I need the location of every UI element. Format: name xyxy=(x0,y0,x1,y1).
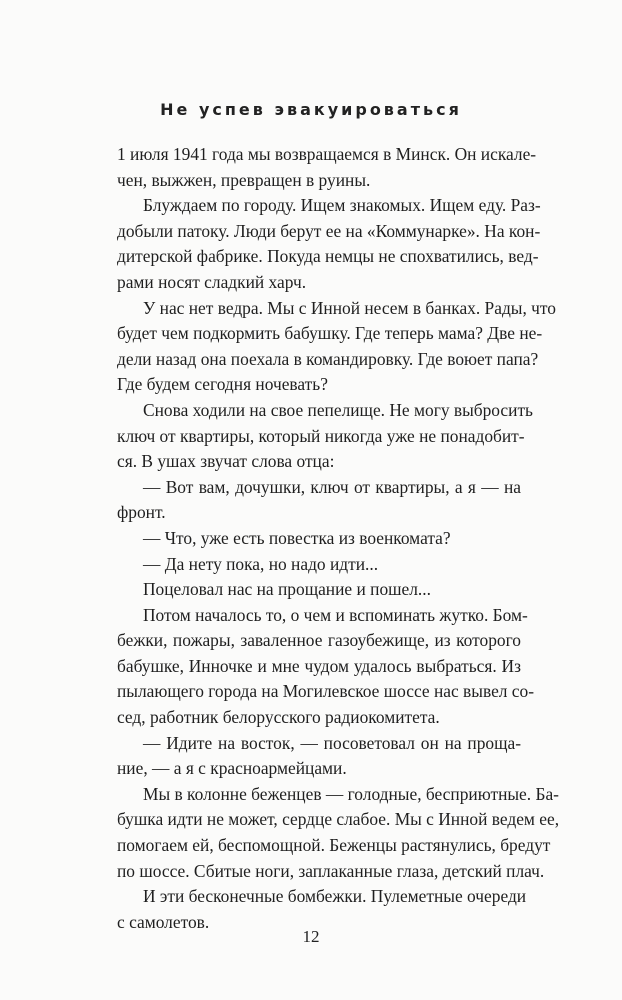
text-line: — Что, уже есть повестка из военкомата? xyxy=(143,527,451,548)
text-line: по шоссе. Сбитые ноги, заплаканные глаза, детский плач. xyxy=(117,860,545,881)
text-line: ключ от квартиры, который никогда уже не понадобит- xyxy=(117,425,525,446)
text-line: И эти бесконечные бомбежки. Пулеметные очереди xyxy=(143,886,527,907)
text-line: — Идите на восток, — посоветовал он на проща- xyxy=(143,732,521,753)
text-line: — Да нету пока, но надо идти... xyxy=(143,553,379,574)
text-line: Поцеловал нас на прощание и пошел... xyxy=(143,579,431,600)
text-line: бушка идти не может, сердце слабое. Мы с Инной ведем ее, xyxy=(117,809,560,830)
page-number: 12 xyxy=(302,927,320,946)
text-line: Снова ходили на свое пепелище. Не могу выбросить xyxy=(143,399,533,420)
text-line: сед, работник белорусского радиокомитета. xyxy=(117,707,440,728)
text-line: фронт. xyxy=(117,502,166,523)
text-line: чен, выжжен, превращен в руины. xyxy=(117,169,371,190)
text-line: Мы в колонне беженцев — голодные, бесприютные. Ба- xyxy=(143,783,559,804)
text-line: с самолетов. xyxy=(117,911,210,932)
text-line: Блуждаем по городу. Ищем знакомых. Ищем еду. Раз- xyxy=(143,195,541,216)
text-line: дитерской фабрике. Покуда немцы не спохватились, вед- xyxy=(117,246,539,267)
text-line: дели назад она поехала в командировку. Где воюет папа? xyxy=(117,348,539,369)
text-line: пылающего города на Могилевское шоссе нас вывел со- xyxy=(117,681,535,702)
text-line: бабушке, Инночке и мне чудом удалось выбраться. Из xyxy=(117,655,521,676)
text-line: ся. В ушах звучат слова отца: xyxy=(117,451,335,472)
text-line: рами носят сладкий харч. xyxy=(117,271,307,292)
text-line: будет чем подкормить бабушку. Где теперь мама? Две не- xyxy=(117,323,543,344)
chapter-title: Не успев эвакуироваться xyxy=(160,100,462,119)
text-line: бежки, пожары, заваленное газоубежище, из которого xyxy=(117,630,521,651)
text-line: добыли патоку. Люди берут ее на «Коммунарке». На кон- xyxy=(117,220,541,241)
text-line: — Вот вам, дочушки, ключ от квартиры, а я — на xyxy=(143,476,521,497)
text-line: 1 июля 1941 года мы возвращаемся в Минск. Он искале- xyxy=(117,144,537,164)
text-line: помогаем ей, беспомощной. Беженцы растянулись, бредут xyxy=(117,835,551,856)
body-text xyxy=(117,142,560,935)
text-line: ние, — а я с красноармейцами. xyxy=(117,758,347,779)
text-line: Где будем сегодня ночевать? xyxy=(117,374,328,395)
text-line: Потом началось то, о чем и вспоминать жутко. Бом- xyxy=(143,604,528,625)
text-line: У нас нет ведра. Мы с Инной несем в банках. Рады, что xyxy=(143,297,556,318)
